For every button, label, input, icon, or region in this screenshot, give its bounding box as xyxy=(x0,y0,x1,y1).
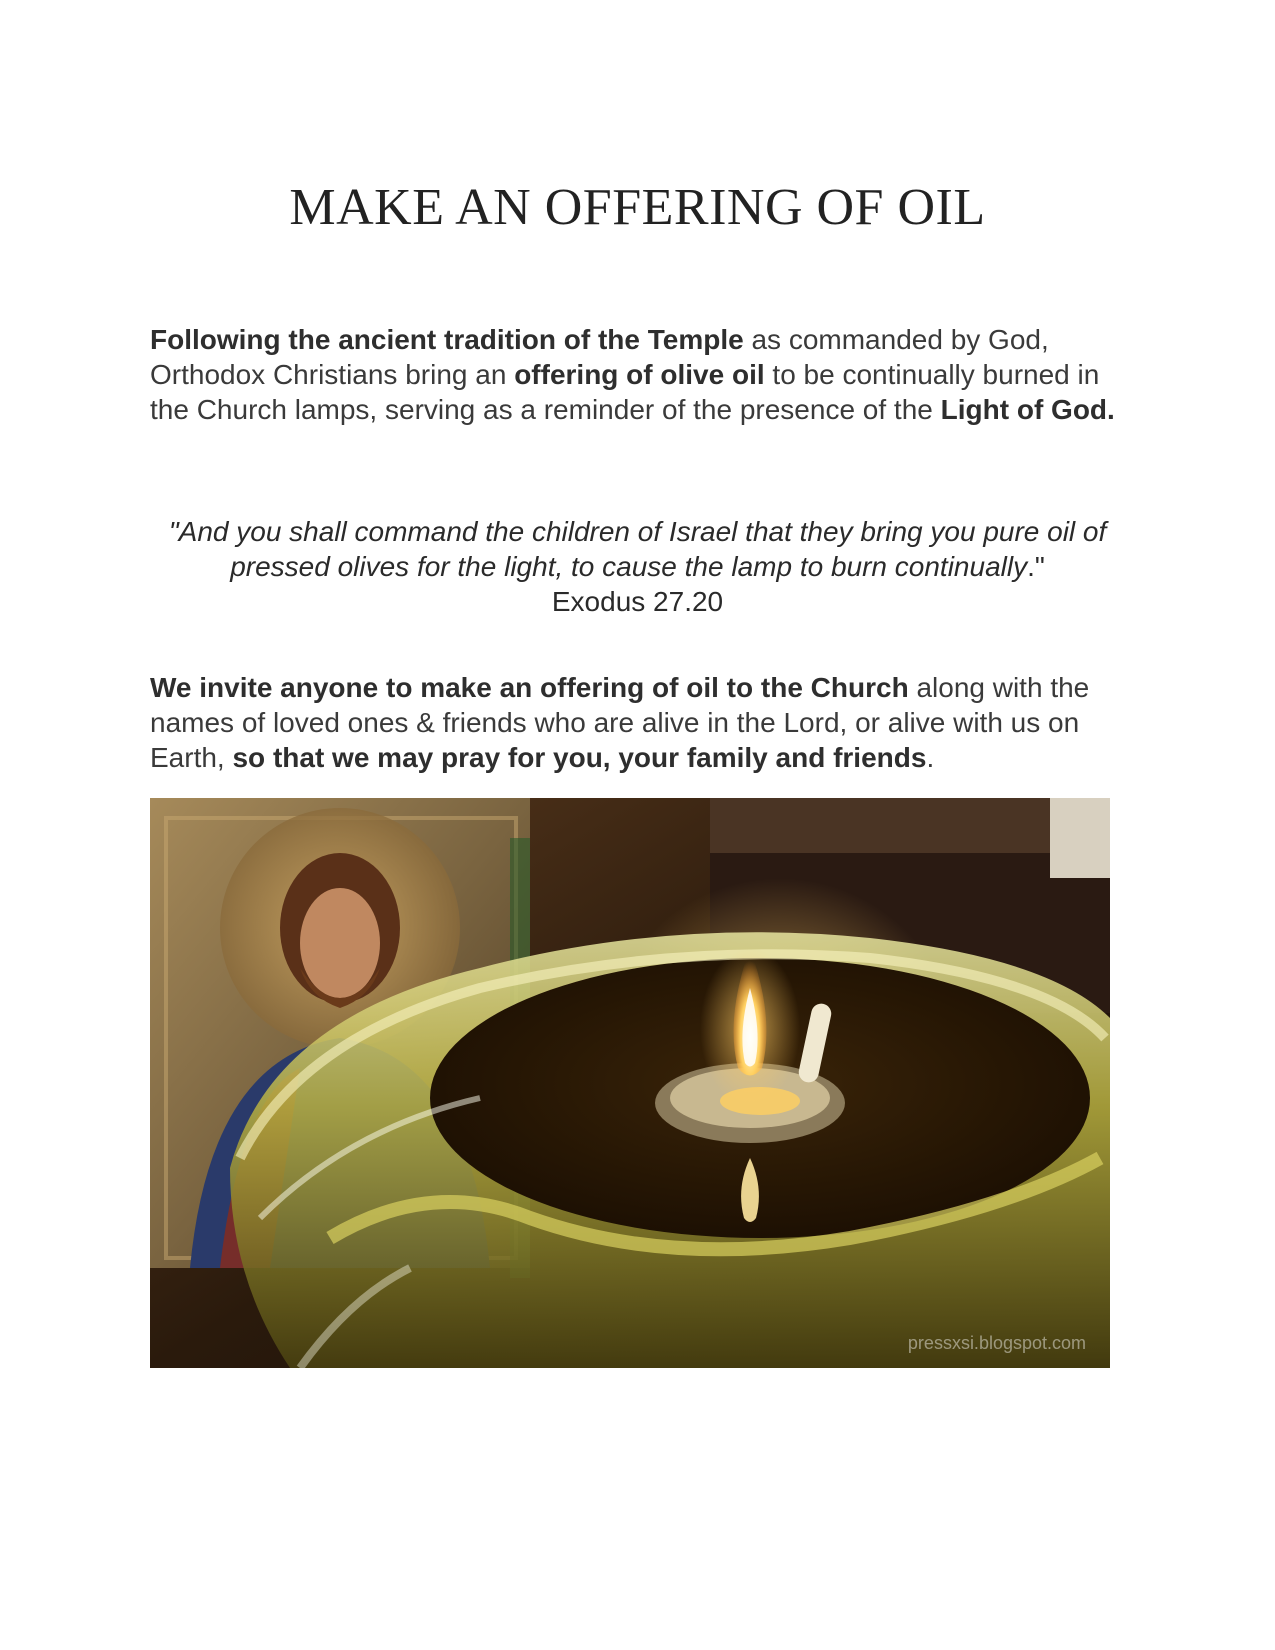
oil-lamp-photo xyxy=(150,798,1110,1368)
intro-bold-light-of-god: Light of God. xyxy=(940,394,1115,425)
scripture-quote xyxy=(150,514,1125,619)
invite-bold-pray: so that we may pray for you, your family and friends xyxy=(232,742,927,773)
quote-text: "And you shall command the children of Israel that they bring you pure oil of pressed olives for the light, to cause the lamp to burn continually xyxy=(168,516,1107,582)
invite-paragraph xyxy=(150,670,1140,775)
photo-watermark: pressxsi.blogspot.com xyxy=(907,1333,1086,1353)
quote-reference: Exodus 27.20 xyxy=(551,586,724,617)
quote-close: ." xyxy=(1027,551,1045,582)
intro-text-1: as commanded by God, Orthodox Christians bring an xyxy=(150,324,1049,390)
page-title: MAKE AN OFFERING OF OIL xyxy=(289,179,986,236)
intro-bold-temple: Following the ancient tradition of the Temple xyxy=(150,324,744,355)
invite-bold-offering: We invite anyone to make an offering of oil to the Church xyxy=(150,672,909,703)
invite-text-1: along with the names of loved ones & friends who are alive in the Lord, or alive with us on Earth, xyxy=(150,672,1090,773)
intro-bold-olive-oil: offering of olive oil xyxy=(514,359,765,390)
intro-text-2: to be continually burned in the Church lamps, serving as a reminder of the presence of the xyxy=(150,359,1100,425)
intro-paragraph xyxy=(150,322,1140,427)
invite-text-2: . xyxy=(926,742,935,773)
